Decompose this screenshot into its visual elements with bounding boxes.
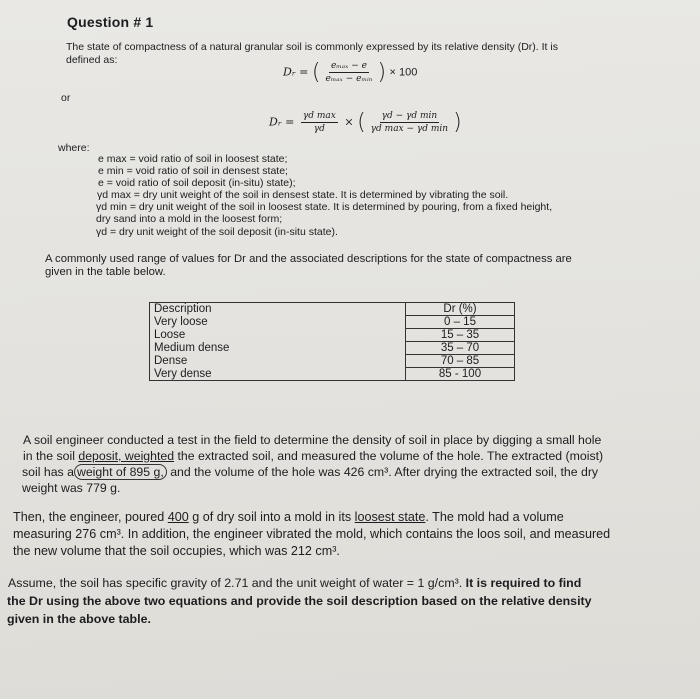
definition-emax: e max = void ratio of soil in loosest state; [98,153,288,165]
row-dr: 0 – 15 [406,316,515,329]
para1-line-4: weight was 779 g. [22,481,121,495]
eq1-numerator: eₘₐₓ − e [330,61,367,71]
definition-emin: e min = void ratio of soil in densest state; [98,165,288,177]
table-row [150,329,515,342]
underlined-deposit-weighted: deposit, weighted [78,449,175,463]
para1-line-2: in the soil deposit, weighted the extracted soil, and measured the volume of the hole. The extracted (moist) [23,449,604,463]
definition-gamma-dmax: γd max = dry unit weight of the soil in densest state. It is determined by vibrating the soil. [97,189,509,201]
eq2-lhs: Dᵣ = [269,115,295,129]
eq1-multiplier: × 100 [389,66,418,79]
para2-line-2: measuring 276 cm³. In addition, the engineer vibrated the mold, which contains the loos soil, and measured [13,527,611,541]
row-description: Very dense [150,368,406,381]
eq1-fraction [323,61,374,84]
underlined-loosest-state: loosest state [354,510,426,524]
para3-line-3: given in the above table. [7,612,151,626]
header-dr: Dr (%) [406,303,515,316]
row-dr: 70 – 85 [406,355,515,368]
or-label: or [61,92,71,104]
table-row [150,316,515,329]
question-title: Question # 1 [67,14,154,30]
para3-line-2: the Dr using the above two equations and provide the soil description based on the relative density [7,594,592,608]
equation-1: Dᵣ = ( $\frac{\text{eₘₐₓ − e}}{\text{eₘₐₓ − eₘᵢₙ}}$ ) × 100 [283,60,418,85]
where-label: where: [58,142,90,154]
row-dr: 85 - 100 [406,368,515,381]
para1-line-3: soil has a weight of 895 g, and the volume of the hole was 426 cm³. After drying the extracted soil, the dry [22,465,599,479]
eq2-frac1-numerator: γd max [302,111,336,121]
eq2-frac1-denominator: γd [313,124,325,134]
table-header-row [150,303,515,316]
intro-line-1: The state of compactness of a natural granular soil is commonly expressed by its relative density (Dr). It is [66,41,558,53]
eq2-fraction-2 [369,111,450,134]
compactness-table [149,302,515,381]
row-description: Medium dense [150,342,406,355]
para1-line-1: A soil engineer conducted a test in the field to determine the density of soil in place by digging a small hole [23,433,602,447]
table-row [150,368,515,381]
definition-gamma-dmin-cont: dry sand into a mold in the loosest form; [96,213,283,225]
eq2-fraction-1 [301,111,338,134]
table-row [150,342,515,355]
circled-moist-weight: weight of 895 g, [74,464,167,480]
eq2-frac2-numerator: γd − γd min [381,111,438,121]
definition-gamma-d: γd = dry unit weight of the soil deposit (in-situ state). [96,226,338,238]
eq1-denominator: eₘₐₓ − eₘᵢₙ [325,74,373,84]
table-intro-line-1: A commonly used range of values for Dr and the associated descriptions for the state of compactness are [45,253,572,265]
row-dr: 15 – 35 [406,329,515,342]
row-description: Very loose [150,316,406,329]
row-description: Loose [150,329,406,342]
underlined-400: 400 [167,510,189,524]
eq2-times: × [344,115,354,129]
row-description: Dense [150,355,406,368]
table-intro-line-2: given in the table below. [45,266,166,278]
definition-gamma-dmin: γd min = dry unit weight of the soil in loosest state. It is determined by pouring, from a fixed height, [96,201,553,213]
table-row [150,355,515,368]
intro-line-2: defined as: [66,54,118,66]
para2-line-1: Then, the engineer, poured 400 g of dry soil into a mold in its loosest state. The mold had a volume [13,510,564,524]
definition-e: e = void ratio of soil deposit (in-situ) state); [98,177,296,189]
eq1-lhs: Dᵣ = [283,65,309,79]
para3-line-1: Assume, the soil has specific gravity of 2.71 and the unit weight of water = 1 g/cm³. It is required to find [8,576,582,590]
para2-line-3: the new volume that the soil occupies, which was 212 cm³. [13,544,340,558]
row-dr: 35 – 70 [406,342,515,355]
eq2-frac2-denominator: γd max − γd min [370,124,449,134]
equation-2: Dᵣ = $\frac{\text{γd max}}{\gamma d}$ × ( $\frac{\text{γd − γd min}}{\text{γd max − γd min}}$ ) [269,110,462,135]
header-description: Description [150,303,406,316]
